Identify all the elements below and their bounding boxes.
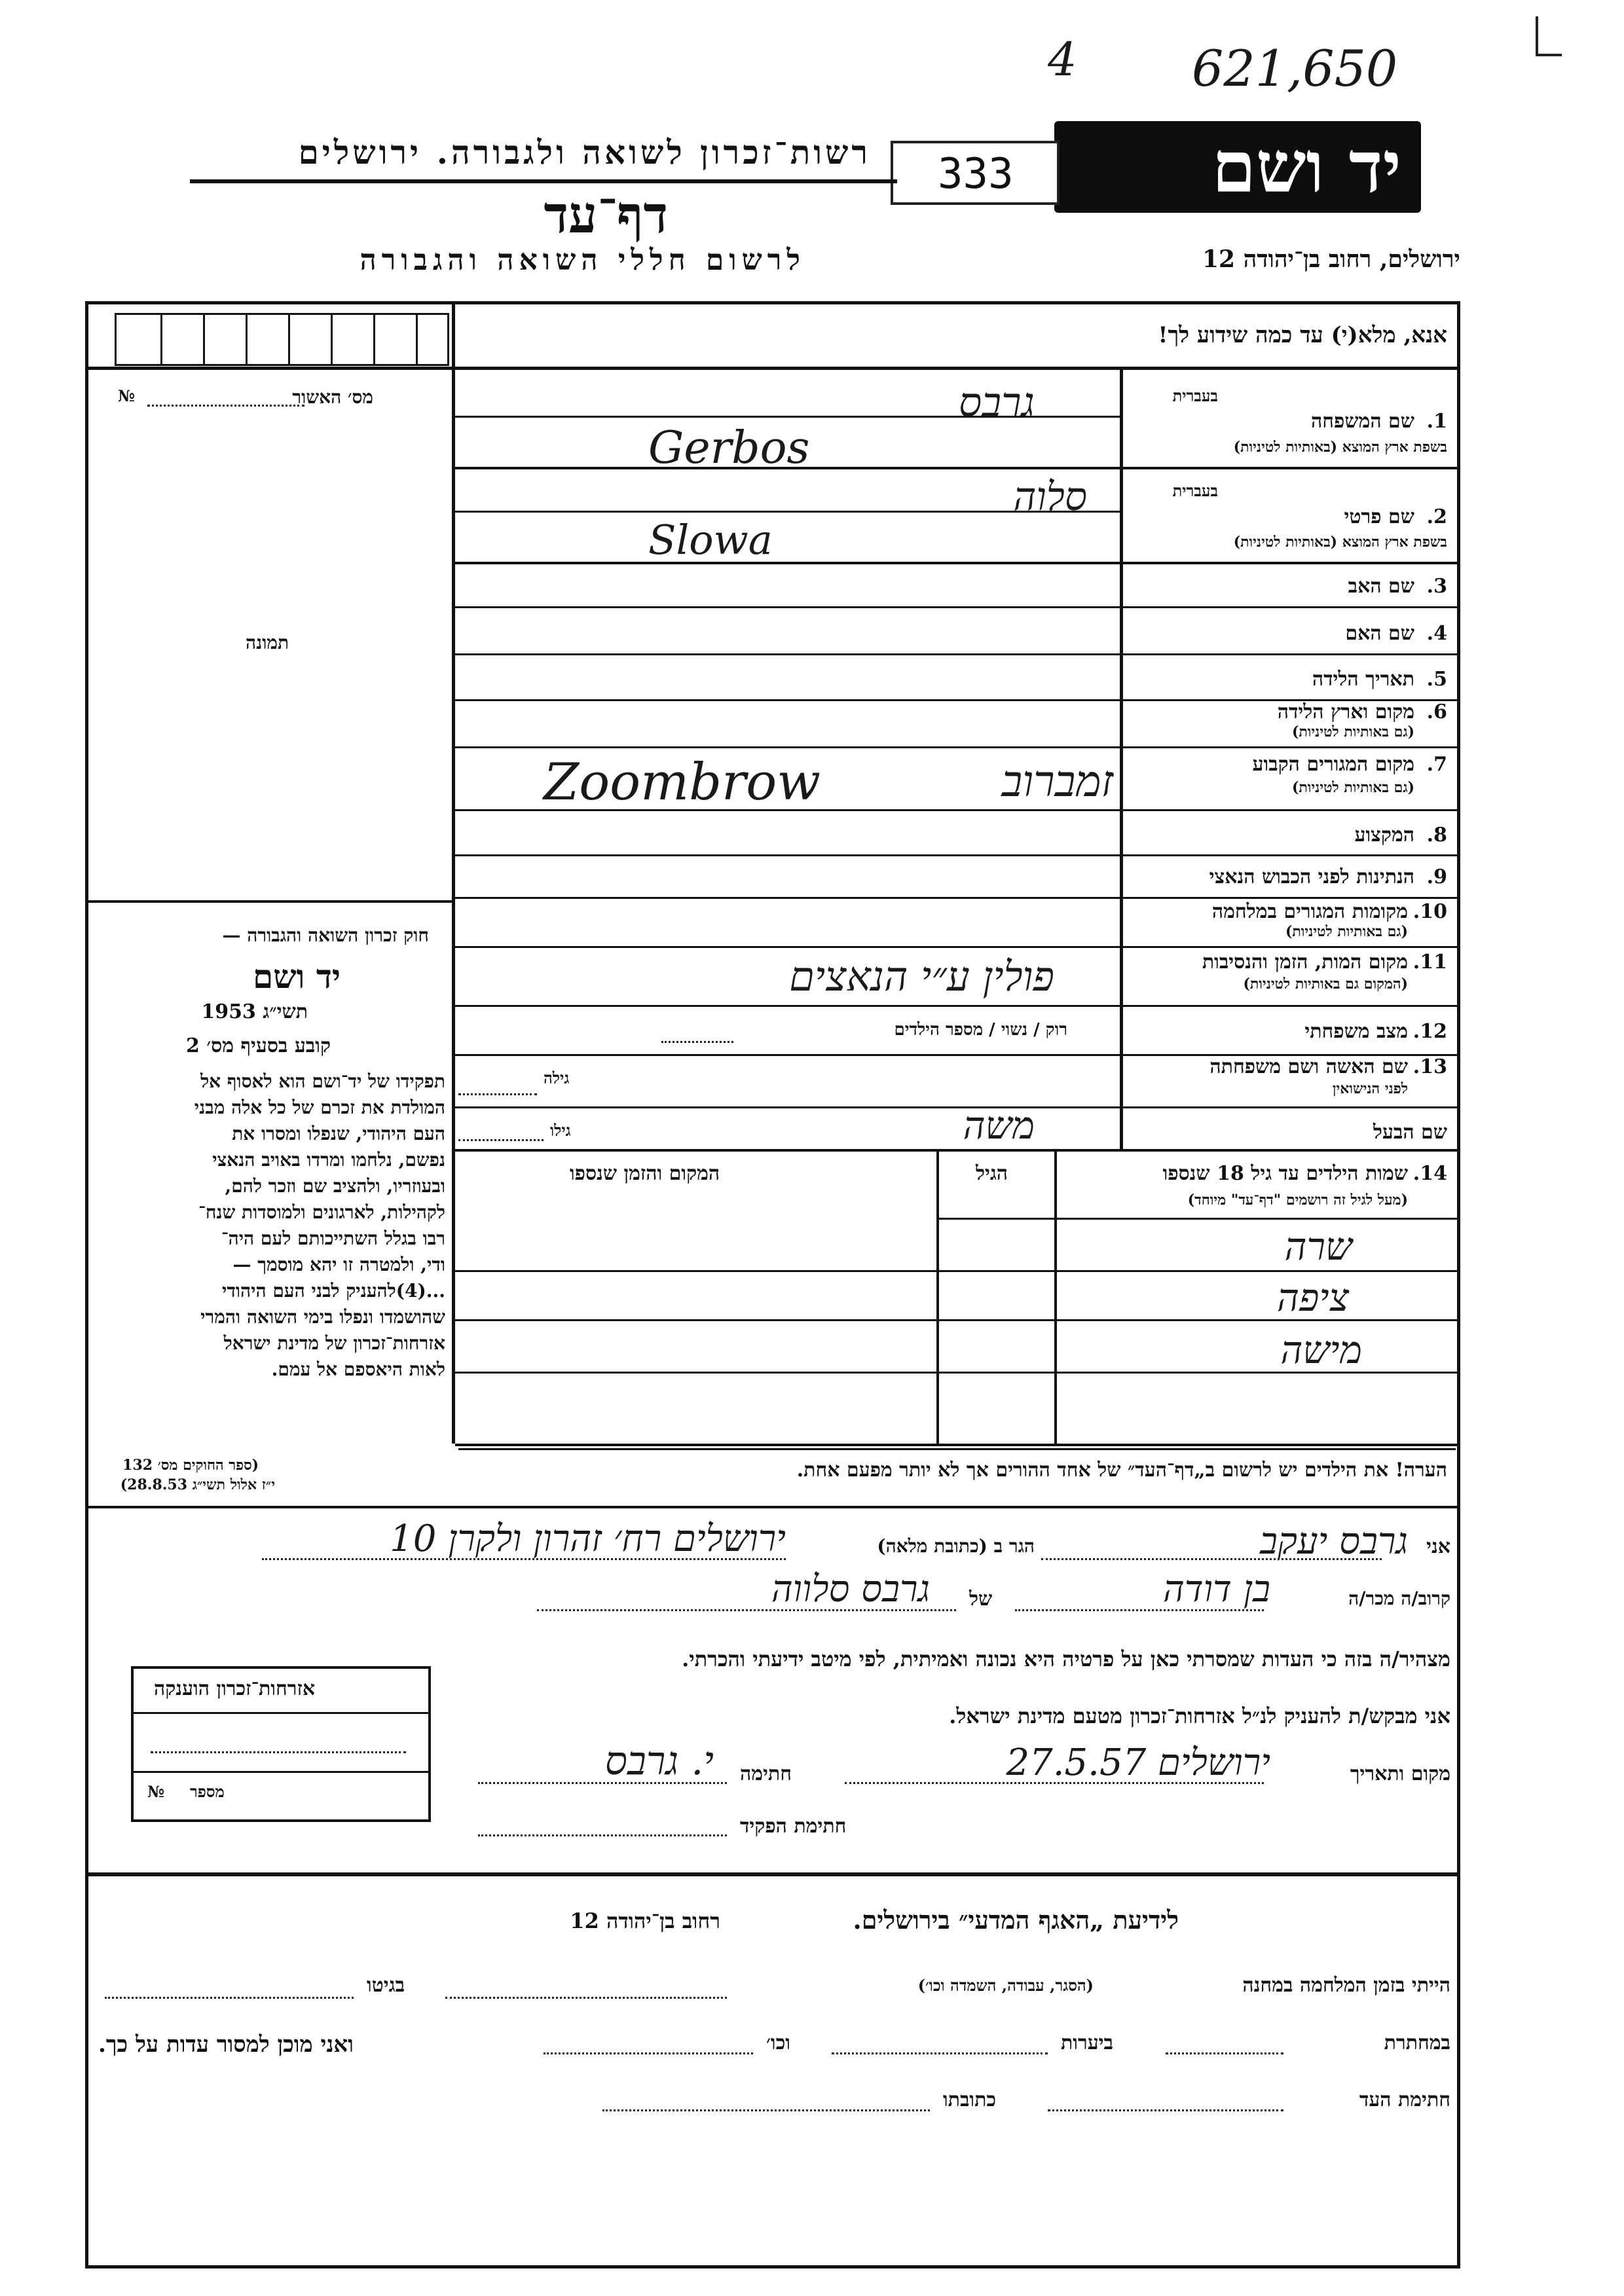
children-row-line: [455, 1270, 1457, 1272]
field13-label: שם האשה ושם משפחתה: [1209, 1055, 1408, 1078]
declaration-text: מצהיר/ה בזה כי העדות שמסרתי כאן על פרטיה היא נכונה ואמיתית, לפי מיטב ידיעתי והכרתי.: [682, 1647, 1450, 1671]
field10-sub: (גם באותיות לטיניות): [1285, 923, 1408, 940]
citizenship-box-line[interactable]: [151, 1751, 406, 1753]
row-line: [455, 467, 1457, 469]
citizenship-number-label: מספר: [190, 1782, 225, 1801]
checkbox-divider: [288, 313, 290, 364]
field6-label: מקום וארץ הלידה: [1277, 701, 1414, 723]
field1-label: שם המשפחה: [1310, 410, 1414, 433]
row-line: [455, 1005, 1457, 1007]
field2-heb-tag: בעברית: [1172, 481, 1218, 500]
field6-num: 6.: [1426, 701, 1447, 723]
law-source: (ספר החוקים מס׳ 132: [122, 1457, 259, 1474]
signature-value[interactable]: י. גרבס: [604, 1738, 714, 1784]
field1-value-latin[interactable]: Gerbos: [648, 422, 810, 474]
field2-num: 2.: [1426, 505, 1447, 528]
field13-age-label: גילה: [544, 1068, 570, 1087]
declarant-i-label: אני: [1426, 1535, 1450, 1558]
law-line: המולדת את זכרם של כל אלה מבני: [194, 1097, 445, 1118]
note-text: הערה! את הילדים יש לרשום ב„דף־העד״ של אחד ההורים אך לא יותר מפעם אחת.: [796, 1459, 1447, 1482]
citizenship-box-title: אזרחות־זכרון הוענקה: [154, 1677, 316, 1700]
bottom-line3-a: חתימת העד: [1359, 2088, 1450, 2111]
authority-underline: [190, 179, 897, 183]
field9-label: הנתינות לפני הכבוש הנאצי: [1209, 866, 1414, 888]
row-line: [455, 897, 1457, 899]
official-signature-label: חתימת הפקיד: [740, 1815, 847, 1838]
field7-num: 7.: [1426, 753, 1447, 776]
bottom-line2-d: ואני מוכן למסור עדות על כך.: [98, 2032, 354, 2058]
bottom-line1-c: בגיטו: [367, 1974, 405, 1997]
declarant-name[interactable]: גרבס יעקב: [1260, 1520, 1408, 1563]
declarant-address[interactable]: ירושלים רח׳ זהרון ולקרן 10: [390, 1518, 786, 1560]
archive-ref-number: 621,650: [1192, 39, 1398, 98]
underground-line[interactable]: [1166, 2052, 1283, 2054]
page-number-box: [891, 141, 1060, 205]
row-line: [455, 946, 1457, 948]
field12-label: מצב משפחתי: [1304, 1020, 1408, 1043]
approval-label: מס׳ האשור: [292, 386, 373, 408]
field4-label: שם האם: [1345, 622, 1414, 645]
corner-mark-foot: [1536, 54, 1562, 56]
field2-sub: בשפת ארץ המוצא (באותיות לטיניות): [1233, 534, 1447, 551]
children-col-line: [1054, 1149, 1057, 1444]
page-number: 333: [938, 150, 1014, 198]
camp-line[interactable]: [445, 1997, 727, 1999]
husband-age-label: גילו: [550, 1121, 571, 1140]
request-text: אני מבקש/ת להעניק לנ״ל אזרחות־זכרון מטעם מדינת ישראל.: [949, 1704, 1450, 1728]
field10-num: 10.: [1412, 900, 1447, 923]
bottom-section-line: [88, 1872, 1457, 1876]
checkbox-divider: [416, 313, 418, 364]
checkbox-grid: [115, 313, 449, 366]
bottom-title: לידיעת „האגף המדעי״ בירושלים.: [853, 1905, 1179, 1935]
checkbox-divider: [373, 313, 375, 364]
law-line: ...(4)להעניק לבני העם היהודי: [222, 1280, 445, 1302]
children-col-line: [936, 1149, 939, 1444]
field7-value-latin[interactable]: Zoombrow: [544, 753, 821, 812]
field14-num: 14.: [1412, 1162, 1447, 1185]
children-row-line: [455, 1444, 1457, 1446]
instruction-row-line: [88, 367, 1457, 370]
official-signature-line[interactable]: [478, 1834, 727, 1836]
field5-label: תאריך הלידה: [1312, 668, 1414, 691]
field8-label: המקצוע: [1354, 824, 1414, 847]
field2-value-hebrew[interactable]: סלוה: [1013, 474, 1087, 520]
law-name: יד ושם: [253, 957, 341, 996]
law-line: אזרחות־זכרון של מדינת ישראל: [223, 1332, 445, 1354]
form-title: דף־עד: [544, 185, 668, 245]
field3-label: שם האב: [1348, 575, 1414, 598]
instruction-text: אנא, מלא(י) עד כמה שידוע לך!: [1158, 322, 1447, 348]
declarant-address-line: [262, 1558, 786, 1560]
yad-vashem-logo: [1054, 121, 1421, 213]
bottom-address: רחוב בן־יהודה 12: [570, 1908, 720, 1933]
relation-line: [1015, 1609, 1264, 1611]
law-line: ובעוזריו, ולהציב שם וזכר להם,: [225, 1175, 445, 1197]
photo-label: תמונה: [246, 632, 289, 653]
authority-line: רשות־זכרון לשואה ולגבורה. ירושלים: [298, 133, 871, 172]
field13-num: 13.: [1412, 1055, 1447, 1078]
law-line: נפשם, נלחמו ומרדו באויב הנאצי: [212, 1149, 445, 1171]
other-line[interactable]: [544, 2052, 753, 2054]
logo-text: יד ושם: [1211, 126, 1401, 209]
husband-age-line[interactable]: [458, 1139, 544, 1141]
signature-label: חתימה: [740, 1762, 792, 1785]
law-line: שהושמדו ונפלו בימי השואה והמרי: [200, 1306, 445, 1328]
witness-signature-line[interactable]: [1048, 2109, 1283, 2111]
field2-label: שם פרטי: [1344, 505, 1414, 528]
relative-label: קרוב/ה מכר/ה: [1348, 1588, 1450, 1609]
bottom-line2-b: ביערות: [1061, 2032, 1114, 2054]
law-clause: קובע בסעיף מס׳ 2: [185, 1034, 331, 1057]
law-line: העם היהודי, שנפלו ומסרו את: [232, 1123, 445, 1144]
child-name[interactable]: שרה: [1284, 1224, 1352, 1269]
children-header-line: [936, 1218, 1457, 1220]
row-line: [455, 1106, 1457, 1108]
field14-label: שמות הילדים עד גיל 18 שנספו: [1162, 1162, 1408, 1185]
checkbox-divider: [246, 313, 248, 364]
field13-sub: לפני הנישואין: [1332, 1080, 1408, 1097]
bottom-line1-b: (הסגר, עבודה, השמדה וכו׳): [917, 1976, 1094, 1995]
citizenship-box-rule: [131, 1771, 429, 1773]
field14-sub: (מעל לגיל זה רושמים "דף־עד" מיוחד): [1187, 1192, 1408, 1209]
law-line: לקהילות, לארגונים ולמוסדות שנח־: [198, 1201, 445, 1223]
field6-sub: (גם באותיות לטיניות): [1291, 723, 1414, 740]
row-line: [455, 1149, 1457, 1152]
of-name-line: [537, 1609, 956, 1611]
law-panel-top-line: [88, 900, 455, 903]
field11-value[interactable]: פולין ע״י הנאצים: [789, 953, 1054, 1000]
corner-mark: [1536, 16, 1538, 56]
row-line: [455, 562, 1457, 564]
child-name[interactable]: מישה: [1280, 1328, 1362, 1372]
signature-line: [478, 1782, 727, 1784]
children-place-column-header: המקום והזמן שנספו: [570, 1162, 720, 1185]
law-line: רבו בגלל השתייכותם לעם היה־: [221, 1228, 445, 1249]
field2-value-latin[interactable]: Slowa: [648, 516, 773, 564]
citizenship-no-sign: №: [147, 1782, 165, 1801]
field9-num: 9.: [1426, 866, 1447, 888]
checkbox-divider: [331, 313, 333, 364]
child-name[interactable]: ציפה: [1277, 1275, 1349, 1320]
note-bottom-line: [88, 1506, 1457, 1508]
field7-sub: (גם באותיות לטיניות): [1291, 779, 1414, 796]
field5-num: 5.: [1426, 668, 1447, 691]
place-date-label: מקום ותאריך: [1350, 1762, 1450, 1785]
row-line: [455, 653, 1457, 655]
relation-value[interactable]: בן דודה: [1162, 1568, 1270, 1611]
bottom-line3-b: כתובתו: [943, 2088, 997, 2111]
ghetto-line[interactable]: [105, 1997, 354, 1999]
header-address: ירושלים, רחוב בן־יהודה 12: [1202, 246, 1460, 273]
bottom-line2-a: במחתרת: [1384, 2032, 1450, 2054]
field1-sub: בשפת ארץ המוצא (באותיות לטיניות): [1233, 439, 1447, 456]
form-subtitle: לרשום חללי השואה והגבורה: [360, 244, 805, 277]
field4-num: 4.: [1426, 622, 1447, 645]
field11-sub: (המקום גם באותיות לטיניות): [1243, 975, 1408, 993]
bottom-line1-a: הייתי בזמן המלחמה במחנה: [1242, 1974, 1450, 1997]
husband-name-value[interactable]: משה: [963, 1103, 1035, 1148]
field10-label: מקומות המגורים במלחמה: [1211, 900, 1408, 923]
field8-num: 8.: [1426, 824, 1447, 847]
field1-heb-tag: בעברית: [1172, 386, 1218, 405]
of-label: של: [969, 1588, 993, 1611]
field1-num: 1.: [1426, 410, 1447, 433]
row-line: [455, 606, 1457, 608]
witness-address-line[interactable]: [602, 2109, 930, 2111]
approval-no-label: №: [118, 386, 136, 405]
law-line: תפקידו של יד־ושם הוא לאסוף אל: [200, 1070, 445, 1092]
forests-line[interactable]: [832, 2052, 1048, 2054]
husband-label: שם הבעל: [1373, 1121, 1447, 1144]
field12-children-count-line[interactable]: [661, 1041, 733, 1043]
of-name[interactable]: גרבס סלווה: [771, 1568, 930, 1611]
checkbox-divider: [160, 313, 162, 364]
law-heading: חוק זכרון השואה והגבורה —: [222, 924, 429, 946]
field12-num: 12.: [1412, 1020, 1447, 1043]
law-year: תשי״ג 1953: [201, 1000, 308, 1023]
field3-num: 3.: [1426, 575, 1447, 598]
approval-number-line[interactable]: [147, 405, 304, 407]
field11-num: 11.: [1412, 951, 1447, 974]
law-line: לאות היאספם אל עמם.: [271, 1358, 445, 1380]
row-line: [455, 746, 1457, 748]
citizenship-box-rule: [131, 1712, 429, 1714]
declarant-lives-label: הגר ב (כתובת מלאה): [877, 1535, 1035, 1557]
left-panel-divider: [452, 304, 455, 1444]
archive-code: 4: [1048, 33, 1077, 86]
field12-options: רוק / נשוי / מספר הילדים: [894, 1020, 1067, 1040]
place-date-value[interactable]: ירושלים 27.5.57: [1006, 1741, 1270, 1784]
checkbox-divider: [203, 313, 205, 364]
law-source-date: י״ז אלול תשי״ג 28.8.53): [120, 1476, 275, 1493]
declarant-name-line: [1041, 1558, 1382, 1560]
law-line: ודי, ולמטרה זו יהא מוסמך —: [232, 1254, 445, 1275]
field13-age-line[interactable]: [458, 1093, 537, 1095]
row-line: [455, 854, 1457, 856]
law-body: [98, 1068, 445, 1383]
field7-label: מקום המגורים הקבוע: [1252, 753, 1414, 776]
field1-value-hebrew[interactable]: גרבס: [958, 378, 1035, 426]
children-age-column-header: הגיל: [976, 1162, 1008, 1185]
field7-value-hebrew[interactable]: זמברוב: [1001, 756, 1113, 807]
label-column-divider: [1120, 370, 1123, 1149]
place-date-line: [845, 1782, 1264, 1784]
bottom-line2-c: וכו׳: [766, 2032, 790, 2054]
field11-label: מקום המות, הזמן והנסיבות: [1202, 951, 1408, 974]
